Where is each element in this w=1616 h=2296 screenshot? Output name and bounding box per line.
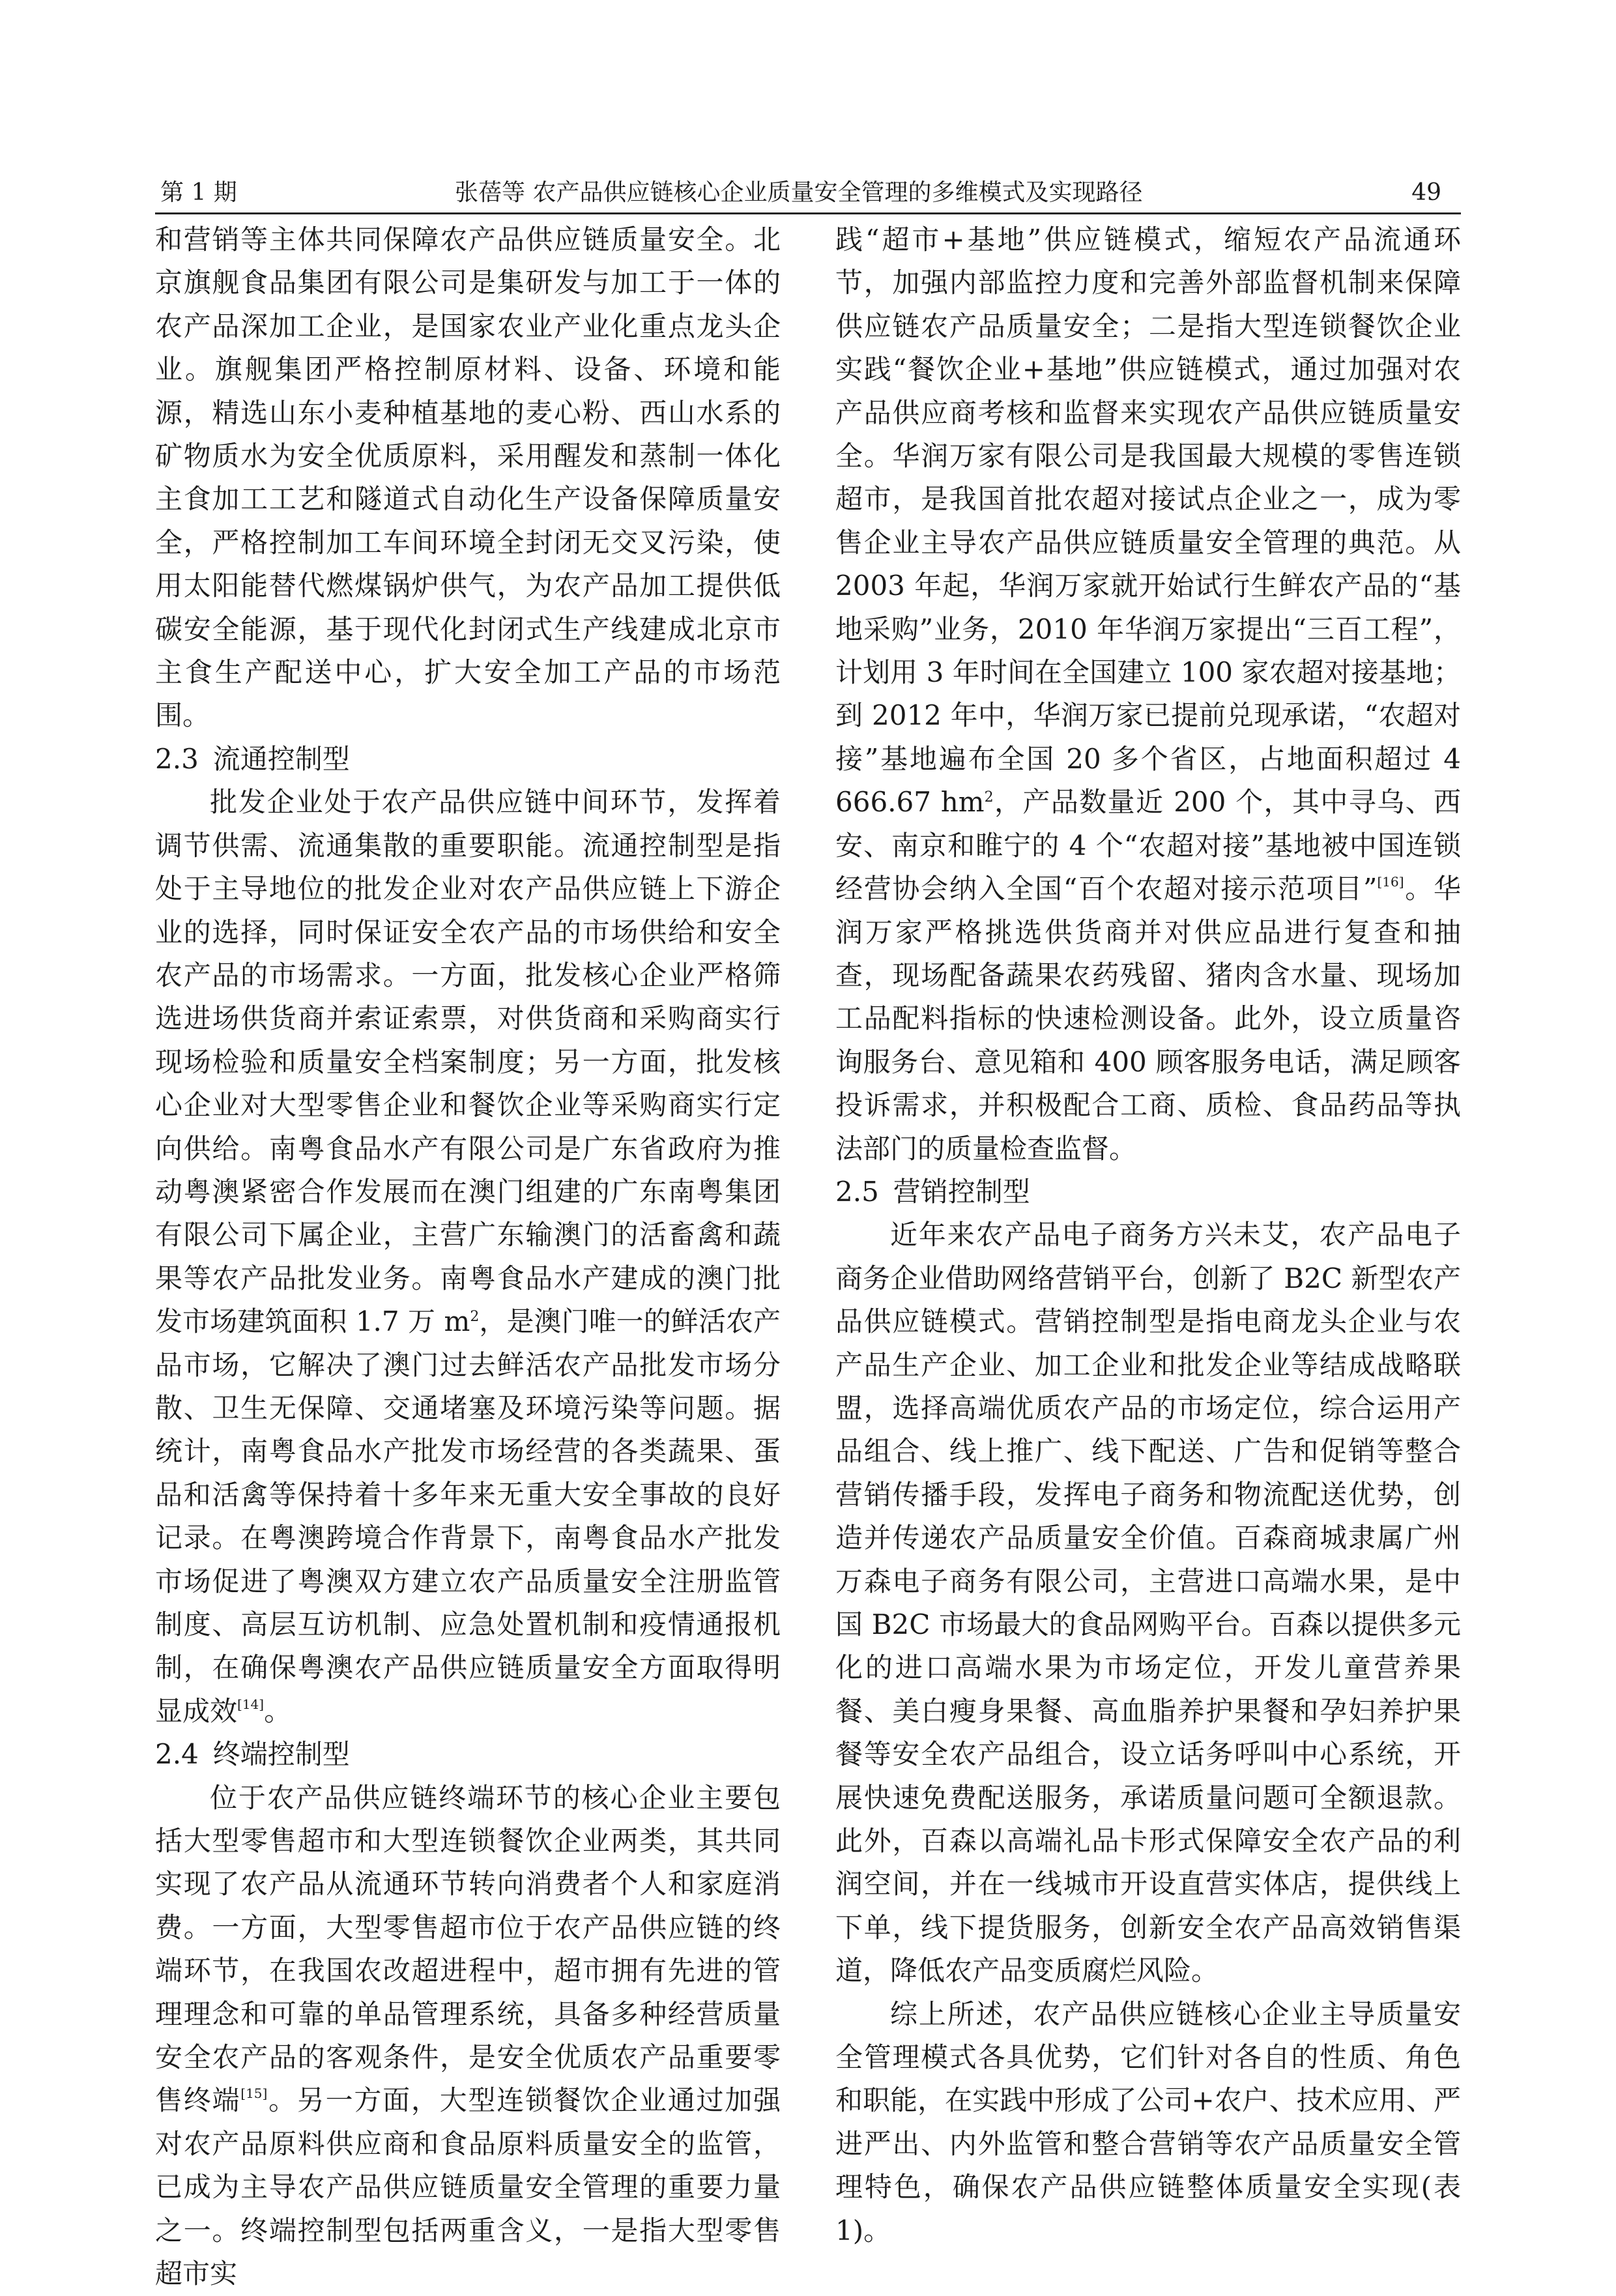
paragraph-text: 位于农产品供应链终端环节的核心企业主要包括大型零售超市和大型连锁餐饮企业两类，其共同实现了农产品从流通环节转向消费者个人和家庭消费。一方面，大型零售超市位于农产品供应链的终端环节，在我国农改超进程中，超市拥有先进的管理理念和可靠的单品管理系统，具备多种经营质量安全农产品的客观条件，是安全优质农产品重要零售终端 xyxy=(155,1781,781,2117)
paragraph-continued xyxy=(835,218,1461,1170)
citation-ref[interactable]: [16] xyxy=(1377,874,1404,890)
paragraph-text: 批发企业处于农产品供应链中间环节，发挥着调节供需、流通集散的重要职能。流通控制型是指处于主导地位的批发企业对农产品供应链上下游企业的选择，同时保证安全农产品的市场供给和安全农产品的市场需求。一方面，批发核心企业严格筛选进场供货商并索证索票，对供货商和采购商实行现场检验和质量安全档案制度；另一方面，批发核心企业对大型零售企业和餐饮企业等采购商实行定向供给。南粤食品水产有限公司是广东省政府为推动粤澳紧密合作发展而在澳门组建的广东南粤集团有限公司下属企业，主营广东输澳门的活畜禽和蔬果等农产品批发业务。南粤食品水产建成的澳门批发市场建筑面积 1.7 万 m xyxy=(155,786,781,1338)
paragraph-text: ，是澳门唯一的鲜活农产品市场，它解决了澳门过去鲜活农产品批发市场分散、卫生无保障、交通堵塞及环境污染等问题。据统计，南粤食品水产批发市场经营的各类蔬果、蛋品和活禽等保持着十多年来无重大安全事故的良好记录。在粤澳跨境合作背景下，南粤食品水产批发市场促进了粤澳双方建立农产品质量安全注册监管制度、高层互访机制、应急处置机制和疫情通报机制，在确保粤澳农产品供应链质量安全方面取得明显成效 xyxy=(155,1305,781,1727)
superscript: 2 xyxy=(984,789,994,806)
section-number: 2.5 xyxy=(835,1175,879,1208)
paragraph-summary: 综上所述，农产品供应链核心企业主导质量安全管理模式各具优势，它们针对各自的性质、角色和职能，在实践中形成了公司+农户、技术应用、严进严出、内外监管和整合营销等农产品质量安全管理特色，确保农产品供应链整体质量安全实现(表 1)。 xyxy=(835,1998,1461,2246)
section-heading-2-5 xyxy=(835,1170,1461,1213)
paragraph-text: 。 xyxy=(264,1694,292,1727)
paragraph-continued: 和营销等主体共同保障农产品供应链质量安全。北京旗舰食品集团有限公司是集研发与加工于一体的农产品深加工企业，是国家农业产业化重点龙头企业。旗舰集团严格控制原材料、设备、环境和能源，精选山东小麦种植基地的麦心粉、西山水系的矿物质水为安全优质原料，采用醒发和蒸制一体化主食加工工艺和隧道式自动化生产设备保障质量安全，严格控制加工车间环境全封闭无交叉污染，使用太阳能替代燃煤锅炉供气，为农产品加工提供低碳安全能源，基于现代化封闭式生产线建成北京市主食生产配送中心，扩大安全加工产品的市场范围。 xyxy=(155,224,781,732)
section-title: 终端控制型 xyxy=(212,1738,350,1771)
running-header xyxy=(155,175,1461,211)
page-number: 49 xyxy=(1411,179,1441,206)
paragraph-text: 践“超市+基地”供应链模式，缩短农产品流通环节，加强内部监控力度和完善外部监督机制来保障供应链农产品质量安全；二是指大型连锁餐饮企业实践“餐饮企业+基地”供应链模式，通过加强对农产品供应商考核和监督来实现农产品供应链质量安全。华润万家有限公司是我国最大规模的零售连锁超市，是我国首批农超对接试点企业之一，成为零售企业主导农产品供应链质量安全管理的典范。从 2003 年起，华润万家就开始试行生鲜农产品的“基地采购”业务，2010 年华润万家提出“三百工程”，计划用 3 年时间在全国建立 100 家农超对接基地；到 2012 年中，华润万家已提前兑现承诺，“农超对接”基地遍布全国 20 多个省区，占地面积超过 4 666.67 hm xyxy=(835,224,1461,819)
issue-label: 第 1 期 xyxy=(160,179,237,206)
citation-ref[interactable]: [15] xyxy=(240,2085,268,2102)
section-title: 营销控制型 xyxy=(893,1175,1030,1208)
section-number: 2.4 xyxy=(155,1738,199,1771)
paragraph-text: 。华润万家严格挑选供货商并对供应品进行复查和抽查，现场配备蔬果农药残留、猪肉含水量、现场加工品配料指标的快速检测设备。此外，设立质量咨询服务台、意见箱和 400 顾客服务电话，满足顾客投诉需求，并积极配合工商、质检、食品药品等执法部门的质量检查监督。 xyxy=(835,873,1461,1165)
section-title: 流通控制型 xyxy=(212,742,350,775)
section-heading-2-3 xyxy=(155,738,781,781)
paragraph-text: 。另一方面，大型连锁餐饮企业通过加强对农产品原料供应商和食品原料质量安全的监管，已成为主导农产品供应链质量安全管理的重要力量之一。终端控制型包括两重含义，一是指大型零售超市实 xyxy=(155,2084,781,2290)
right-column xyxy=(835,218,1461,2252)
left-column xyxy=(155,218,781,2296)
header-rule xyxy=(155,212,1461,214)
section-number: 2.3 xyxy=(155,742,199,775)
superscript: 2 xyxy=(470,1309,480,1326)
paragraph-marketing: 近年来农产品电子商务方兴未艾，农产品电子商务企业借助网络营销平台，创新了 B2C 新型农产品供应链模式。营销控制型是指电商龙头企业与农产品生产企业、加工企业和批发企业等结成战略联盟，选择高端优质农产品的市场定位，综合运用产品组合、线上推广、线下配送、广告和促销等整合营销传播手段，发挥电子商务和物流配送优势，创造并传递农产品质量安全价值。百森商城隶属广州万森电子商务有限公司，主营进口高端水果，是中国 B2C 市场最大的食品网购平台。百森以提供多元化的进口高端水果为市场定位，开发儿童营养果餐、美白瘦身果餐、高血脂养护果餐和孕妇养护果餐等安全农产品组合，设立话务呼叫中心系统，开展快速免费配送服务，承诺质量问题可全额退款。此外，百森以高端礼品卡形式保障安全农产品的利润空间，并在一线城市开设直营实体店，提供线上下单，线下提货服务，创新安全农产品高效销售渠道，降低农产品变质腐烂风险。 xyxy=(835,1219,1461,1987)
running-title: 张蓓等 农产品供应链核心企业质量安全管理的多维模式及实现路径 xyxy=(455,179,1143,206)
paragraph-text: ，产品数量近 200 个，其中寻乌、西安、南京和睢宁的 4 个“农超对接”基地被中国连锁经营协会纳入全国“百个农超对接示范项目” xyxy=(835,786,1461,905)
citation-ref[interactable]: [14] xyxy=(237,1696,265,1712)
paragraph-circulation xyxy=(155,781,781,1733)
section-heading-2-4 xyxy=(155,1733,781,1776)
paragraph-terminal xyxy=(155,1777,781,2296)
